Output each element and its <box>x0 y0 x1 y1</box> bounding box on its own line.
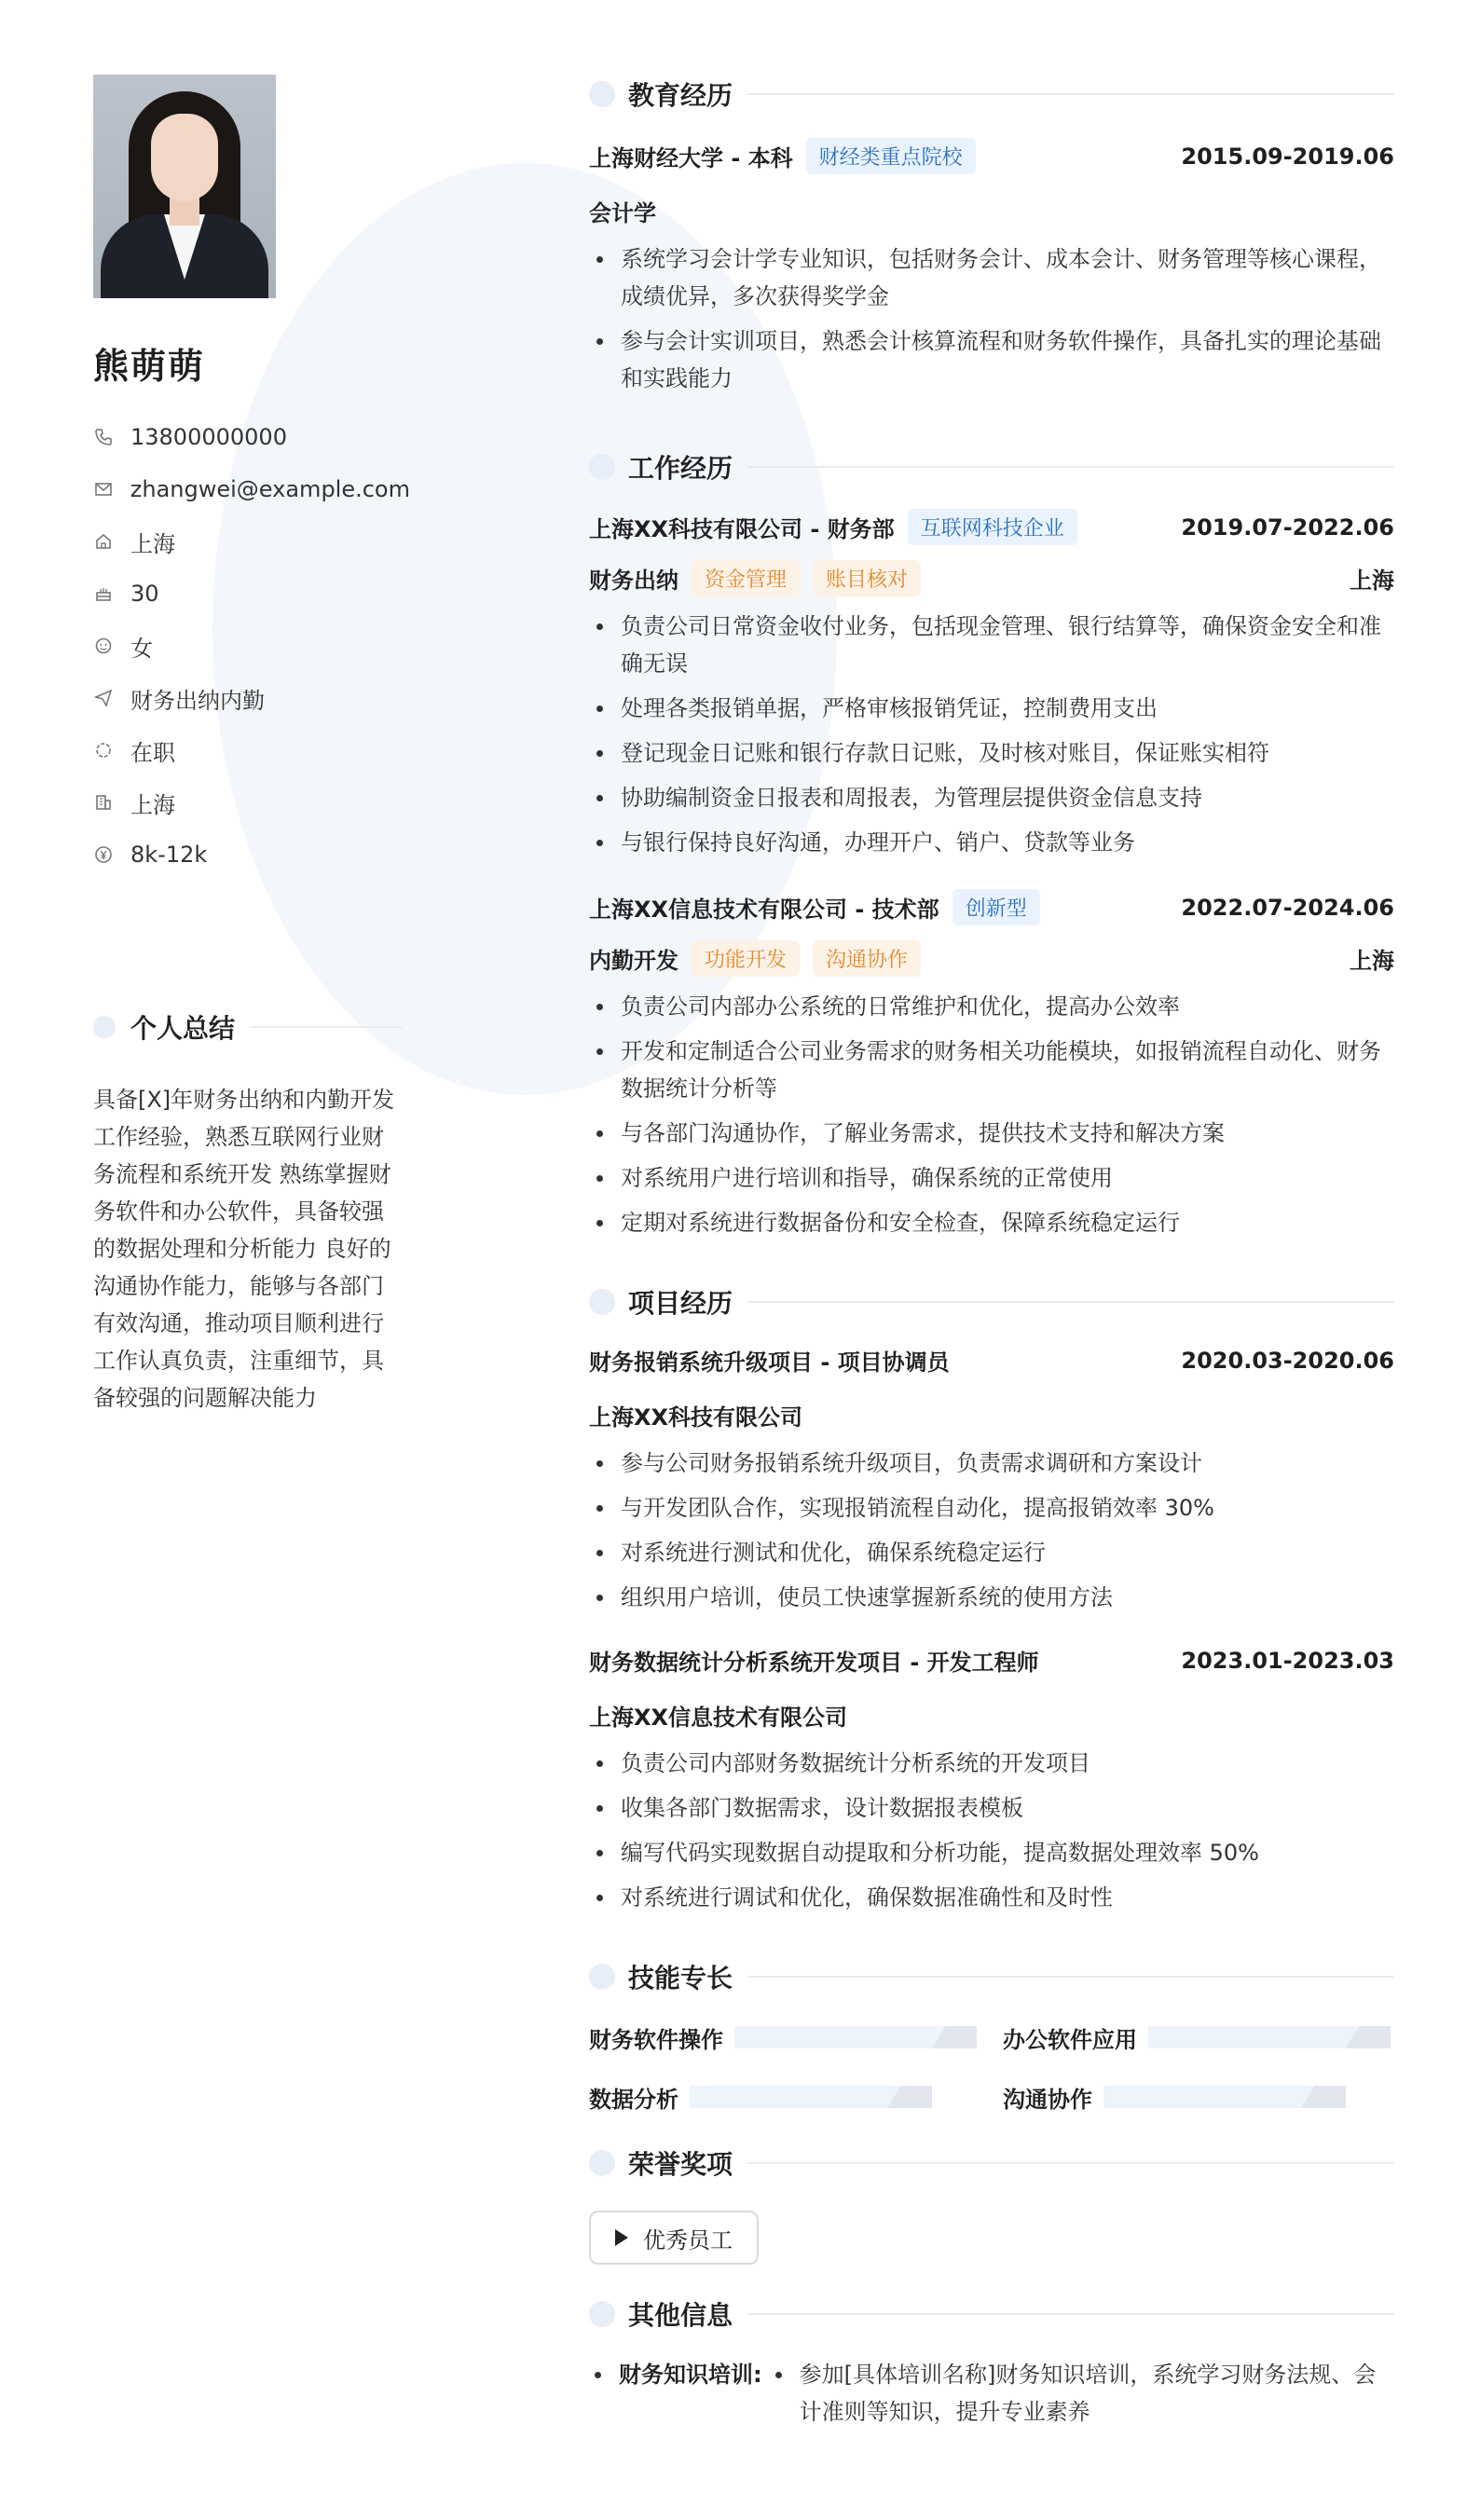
project-entry <box>589 1344 1394 1616</box>
job-company: 上海XX科技有限公司 - 财务部 <box>589 516 895 542</box>
projects-header <box>589 1279 1394 1325</box>
skill-bar <box>690 2086 932 2108</box>
project-name-row <box>589 1344 1394 1376</box>
job-role: 财务出纳 <box>589 568 678 594</box>
education-major: 会计学 <box>589 200 656 226</box>
role-tag: 账目核对 <box>813 560 921 596</box>
summary-title: 个人总结 <box>130 1013 236 1044</box>
city-row <box>93 776 410 829</box>
age-text: 30 <box>130 581 159 607</box>
education-header <box>589 71 1394 117</box>
awards-title: 荣誉奖项 <box>628 2149 733 2180</box>
company-tag: 创新型 <box>952 889 1040 925</box>
skills-title: 技能专长 <box>628 1963 733 1993</box>
other-header <box>589 2291 1394 2337</box>
skill-item <box>589 2007 1003 2067</box>
skill-bar <box>1148 2026 1391 2048</box>
skills-list <box>589 2007 1394 2127</box>
company-tag: 互联网科技企业 <box>908 509 1077 545</box>
skill-label: 数据分析 <box>589 2086 678 2113</box>
salary-text: 8k-12k <box>130 842 208 868</box>
list-item: 组织用户培训，使员工快速掌握新系统的使用方法 <box>589 1579 1394 1616</box>
list-item: 开发和定制适合公司业务需求的财务相关功能模块，如报销流程自动化、财务数据统计分析等 <box>589 1033 1394 1107</box>
project-entry <box>589 1644 1394 1916</box>
face-icon <box>93 636 114 656</box>
salary-row <box>93 829 410 881</box>
left-column <box>93 75 410 881</box>
email-row <box>93 463 410 515</box>
play-icon <box>615 2229 628 2246</box>
section-dot-icon <box>93 1016 116 1038</box>
cake-icon <box>93 583 114 604</box>
section-divider <box>747 2162 1394 2164</box>
skill-item <box>1003 2067 1394 2127</box>
list-item: 负责公司内部财务数据统计分析系统的开发项目 <box>589 1745 1394 1782</box>
job-role-row <box>589 940 1394 977</box>
role-tag: 沟通协作 <box>813 940 921 977</box>
other-bullets <box>768 2356 1394 2431</box>
project-bullets <box>589 1745 1394 1916</box>
yen-icon <box>93 844 114 865</box>
list-item: 编写代码实现数据自动提取和分析功能，提高数据处理效率 50% <box>589 1834 1394 1871</box>
list-item: 收集各部门数据需求，设计数据报表模板 <box>589 1789 1394 1827</box>
mail-icon <box>93 479 114 500</box>
section-divider <box>747 1301 1394 1303</box>
section-dot-icon <box>589 81 615 107</box>
list-item: 负责公司内部办公系统的日常维护和优化，提高办公效率 <box>589 988 1394 1025</box>
work-title: 工作经历 <box>628 453 733 484</box>
section-dot-icon <box>589 2301 615 2327</box>
project-company: 上海XX信息技术有限公司 <box>589 1705 848 1731</box>
building-icon <box>93 792 114 813</box>
project-name-row <box>589 1644 1394 1677</box>
summary-header <box>93 1008 403 1046</box>
education-school-row <box>589 138 1394 174</box>
list-item: 协助编制资金日报表和周报表，为管理层提供资金信息支持 <box>589 779 1394 816</box>
list-item: 对系统进行调试和优化，确保数据准确性和及时性 <box>589 1879 1394 1916</box>
other-info-item <box>589 2356 1394 2431</box>
list-item: 与开发团队合作，实现报销流程自动化，提高报销效率 30% <box>589 1489 1394 1527</box>
role-tag: 功能开发 <box>692 940 800 977</box>
job-company: 上海XX信息技术有限公司 - 技术部 <box>589 897 939 923</box>
job-city: 上海 <box>1350 948 1394 974</box>
contact-info <box>93 411 410 881</box>
list-item: 与各部门沟通协作，了解业务需求，提供技术支持和解决方案 <box>589 1115 1394 1152</box>
section-divider <box>747 2313 1394 2315</box>
job-entry <box>589 509 1394 861</box>
list-item: 参与公司财务报销系统升级项目，负责需求调研和方案设计 <box>589 1445 1394 1482</box>
phone-icon <box>93 427 114 447</box>
job-role-row <box>589 560 1394 596</box>
job-city: 上海 <box>1350 568 1394 594</box>
location-text: 上海 <box>130 530 175 557</box>
home-icon <box>93 531 114 552</box>
city-text: 上海 <box>130 791 175 818</box>
list-item: 处理各类报销单据，严格审核报销凭证，控制费用支出 <box>589 690 1394 727</box>
school-tag: 财经类重点院校 <box>806 138 976 174</box>
job-role: 内勤开发 <box>589 948 678 974</box>
awards-header <box>589 2140 1394 2186</box>
project-date: 2020.03-2020.06 <box>1181 1347 1394 1374</box>
role-tag: 资金管理 <box>692 560 800 596</box>
section-dot-icon <box>589 1289 615 1315</box>
section-dot-icon <box>589 454 615 480</box>
awards-list <box>589 2211 1394 2265</box>
list-item: 定期对系统进行数据备份和安全检查，保障系统稳定运行 <box>589 1204 1394 1241</box>
list-item: 系统学习会计学专业知识，包括财务会计、成本会计、财务管理等核心课程，成绩优异，多次获得奖学金 <box>589 240 1394 315</box>
education-bullets <box>589 240 1394 397</box>
education-date: 2015.09-2019.06 <box>1181 143 1394 170</box>
skill-label: 沟通协作 <box>1003 2086 1092 2113</box>
position-row <box>93 672 410 724</box>
work-header <box>589 444 1394 490</box>
job-date: 2022.07-2024.06 <box>1181 894 1394 921</box>
candidate-name: 熊萌萌 <box>93 346 206 387</box>
project-date: 2023.01-2023.03 <box>1181 1647 1394 1674</box>
project-bullets <box>589 1445 1394 1616</box>
section-divider <box>250 1026 403 1028</box>
job-company-row <box>589 509 1394 545</box>
education-title: 教育经历 <box>628 80 733 111</box>
list-item: 对系统用户进行培训和指导，确保系统的正常使用 <box>589 1159 1394 1197</box>
phone-row <box>93 411 410 463</box>
skill-item <box>1003 2007 1394 2067</box>
age-row <box>93 568 410 620</box>
section-dot-icon <box>589 1964 615 1990</box>
job-bullets <box>589 988 1394 1241</box>
project-name: 财务报销系统升级项目 - 项目协调员 <box>589 1349 950 1376</box>
section-divider <box>747 1976 1394 1978</box>
list-item: 与银行保持良好沟通，办理开户、销户、贷款等业务 <box>589 824 1394 861</box>
status-text: 在职 <box>130 739 175 766</box>
skill-bar <box>734 2026 977 2048</box>
award-label: 优秀员工 <box>643 2226 733 2253</box>
job-entry <box>589 889 1394 1241</box>
section-divider <box>747 93 1394 95</box>
project-name: 财务数据统计分析系统开发项目 - 开发工程师 <box>589 1650 1039 1676</box>
gender-text: 女 <box>130 635 153 662</box>
other-title: 其他信息 <box>628 2300 733 2331</box>
section-dot-icon <box>589 2150 615 2176</box>
right-column <box>589 71 1394 2431</box>
status-icon <box>93 740 114 760</box>
skill-label: 办公软件应用 <box>1003 2026 1137 2053</box>
phone-text: 13800000000 <box>130 424 287 450</box>
status-row <box>93 724 410 776</box>
list-item: 登记现金日记账和银行存款日记账，及时核对账目，保证账实相符 <box>589 734 1394 772</box>
skill-bar <box>1103 2086 1346 2108</box>
school-name: 上海财经大学 - 本科 <box>589 145 793 171</box>
skill-item <box>589 2067 1003 2127</box>
award-badge <box>589 2211 759 2265</box>
location-row <box>93 515 410 568</box>
gender-row <box>93 620 410 672</box>
projects-title: 项目经历 <box>628 1288 733 1319</box>
project-company: 上海XX科技有限公司 <box>589 1404 803 1431</box>
avatar <box>93 75 276 298</box>
email-text: zhangwei@example.com <box>130 476 410 502</box>
section-divider <box>747 466 1394 468</box>
job-bullets <box>589 608 1394 861</box>
list-item: 参与会计实训项目，熟悉会计核算流程和财务软件操作，具备扎实的理论基础和实践能力 <box>589 322 1394 397</box>
skill-label: 财务软件操作 <box>589 2026 723 2053</box>
other-label: 财务知识培训: <box>589 2356 762 2431</box>
send-icon <box>93 688 114 708</box>
job-date: 2019.07-2022.06 <box>1181 514 1394 541</box>
list-item: 对系统进行测试和优化，确保系统稳定运行 <box>589 1534 1394 1571</box>
skills-header <box>589 1953 1394 2000</box>
list-item: 参加[具体培训名称]财务知识培训，系统学习财务法规、会计准则等知识，提升专业素养 <box>768 2356 1394 2431</box>
summary-text: 具备[X]年财务出纳和内勤开发工作经验，熟悉互联网行业财务流程和系统开发 熟练掌握财务软件和办公软件，具备较强的数据处理和分析能力 良好的沟通协作能力，能够与各部门有效沟通，推动项目顺利进行 工作认真负责，注重细节，具备较强的问题解决能力 <box>93 1087 395 1411</box>
list-item: 负责公司日常资金收付业务，包括现金管理、银行结算等，确保资金安全和准确无误 <box>589 608 1394 682</box>
job-company-row <box>589 889 1394 925</box>
position-text: 财务出纳内勤 <box>130 687 265 714</box>
